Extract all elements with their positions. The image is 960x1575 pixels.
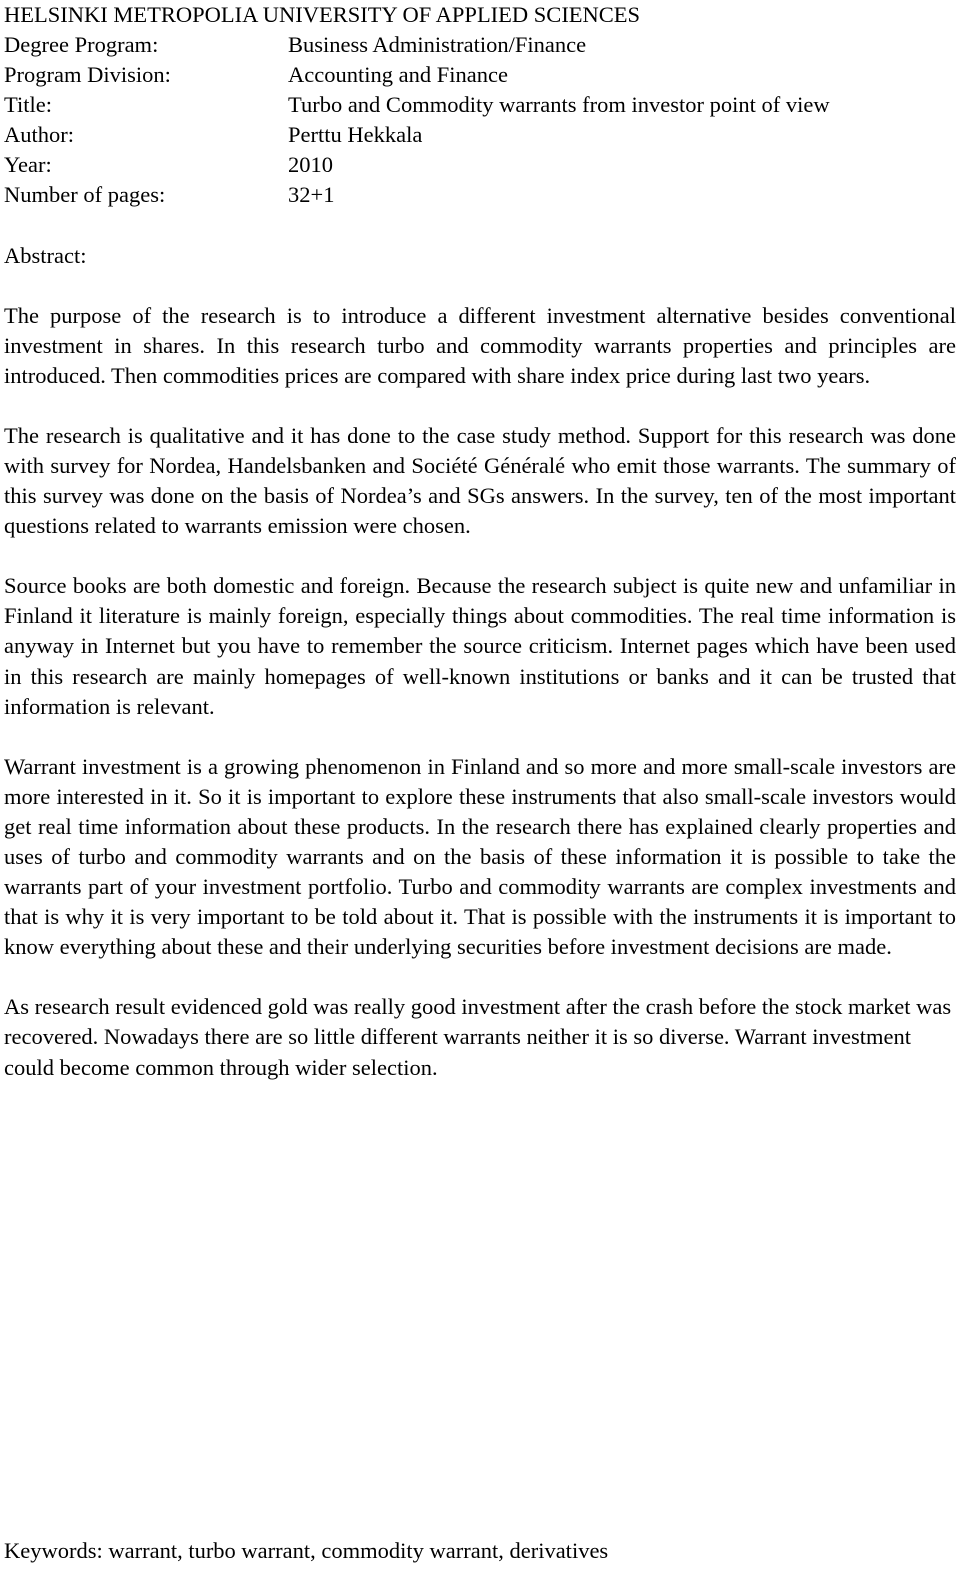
meta-label: Year: — [4, 152, 52, 178]
keywords-line: Keywords: warrant, turbo warrant, commodity warrant, derivatives — [4, 1538, 609, 1563]
abstract-paragraph-purpose: The purpose of the research is to introduce a different investment alternative besides conventional investment in shares. In this research turbo and commodity warrants properties and principles are introduced. Then commodities prices are compared with share index price during last two years. — [4, 302, 956, 388]
meta-row-year — [4, 150, 830, 180]
meta-value: Perttu Hekkala — [288, 122, 423, 148]
meta-value: Accounting and Finance — [288, 62, 508, 88]
meta-row-author — [4, 120, 830, 150]
university-name: HELSINKI METROPOLIA UNIVERSITY OF APPLIED SCIENCES — [4, 2, 641, 27]
meta-label: Number of pages: — [4, 182, 166, 208]
meta-value: Business Administration/Finance — [288, 32, 587, 57]
meta-label: Program Division: — [4, 62, 171, 88]
meta-row-title — [4, 90, 830, 120]
meta-label: Title: — [4, 92, 52, 118]
meta-value: 32+1 — [288, 182, 335, 208]
meta-row-degree-program — [4, 30, 830, 60]
meta-row-number-of-pages — [4, 180, 830, 210]
abstract-paragraph-sources: Source books are both domestic and foreign. Because the research subject is quite new and unfamiliar in Finland it literature is mainly foreign, especially things about commodities. The real time information is anyway in Internet but you have to remember the source criticism. Internet pages which have been used in this research are mainly homepages of well-known institutions or banks and it can be trusted that information is relevant. — [4, 573, 956, 719]
abstract-heading: Abstract: — [4, 242, 87, 268]
meta-value: 2010 — [288, 152, 333, 178]
abstract-paragraph-warrant-investment: Warrant investment is a growing phenomenon in Finland and so more and more small-scale investors are more interested in it. So it is important to explore these instruments that also small-scale investors would get real time information about these products. In the research there has explained clearly properties and uses of turbo and commodity warrants and on the basis of these information it is possible to take the warrants part of your investment portfolio. Turbo and commodity warrants are complex investments and that is why it is very important to be told about it. That is possible with the instruments it is important to know everything about these and their underlying securities before investment decisions are made. — [4, 753, 956, 960]
meta-label: Degree Program: — [4, 32, 159, 57]
meta-row-program-division — [4, 60, 830, 90]
abstract-paragraph-method: The research is qualitative and it has done to the case study method. Support for this research was done with survey for Nordea, Handelsbanken and Société Généralé who emit those warrants. The summary of this survey was done on the basis of Nordea’s and SGs answers. In the survey, ten of the most important questions related to warrants emission were chosen. — [4, 422, 956, 539]
thesis-metadata-table — [4, 30, 830, 211]
meta-label: Author: — [4, 122, 74, 148]
thesis-abstract-page — [4, 0, 956, 1575]
meta-value: Turbo and Commodity warrants from investor point of view — [288, 92, 830, 118]
abstract-paragraph-results: As research result evidenced gold was really good investment after the crash before the stock market was recovered. Nowadays there are so little different warrants neither it is so diverse. Warrant investment could become common through wider selection. — [4, 994, 952, 1080]
